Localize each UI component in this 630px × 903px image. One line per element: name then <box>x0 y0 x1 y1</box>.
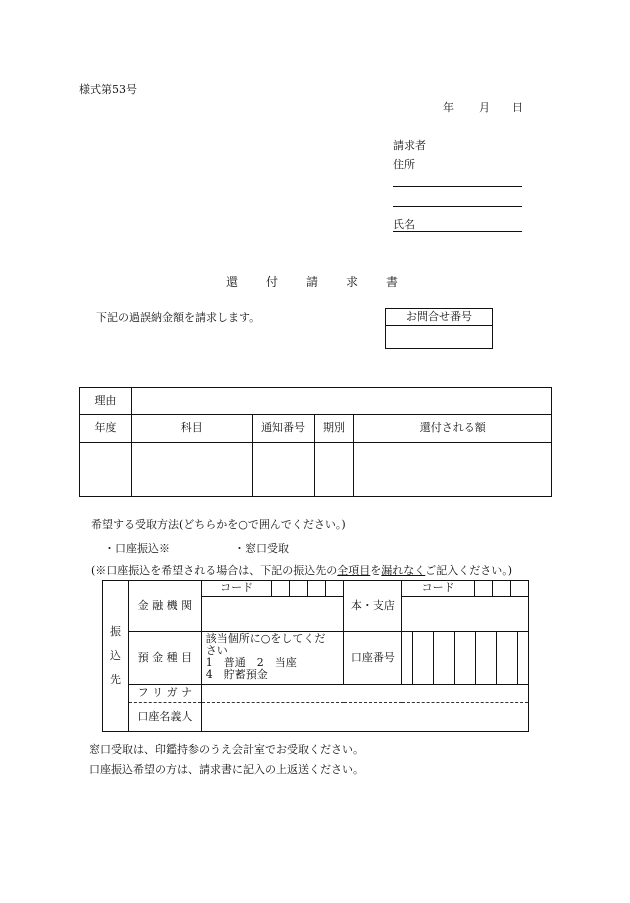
account-number-cell[interactable] <box>402 632 529 685</box>
account-holder-field[interactable] <box>201 703 528 732</box>
branch-name-field[interactable] <box>402 596 528 631</box>
header-notice-number: 通知番号 <box>252 415 314 443</box>
title-char: 還 <box>226 275 239 289</box>
bank-name-label: 金 融 機 関 <box>128 581 201 632</box>
option-account-transfer[interactable]: ・口座振込※ <box>104 542 170 555</box>
form-number: 様式第53号 <box>79 83 137 96</box>
date-day-label: 日 <box>512 101 523 114</box>
branch-code-digit[interactable] <box>493 581 511 596</box>
bank-code-digit[interactable] <box>272 581 290 596</box>
bank-code-digit[interactable] <box>326 581 344 596</box>
address-line-2[interactable] <box>393 206 522 207</box>
header-period: 期別 <box>314 415 354 443</box>
reason-field[interactable] <box>131 388 551 415</box>
deposit-options[interactable]: 4 貯蓄預金 <box>205 668 268 681</box>
branch-code-grid <box>402 581 528 631</box>
transfer-note <box>91 565 512 576</box>
account-number-label: 口座番号 <box>344 632 402 685</box>
inquiry-number-box <box>385 308 493 349</box>
transfer-note-part: を <box>370 564 382 577</box>
branch-cell[interactable] <box>402 581 529 632</box>
date-year-label: 年 <box>443 101 454 114</box>
inquiry-number-field[interactable] <box>386 326 493 349</box>
header-subject: 科目 <box>131 415 252 443</box>
branch-label: 本・支店 <box>344 581 402 632</box>
account-digit[interactable] <box>476 632 497 684</box>
account-digit[interactable] <box>434 632 455 684</box>
reason-label: 理由 <box>80 388 132 415</box>
bank-name-field[interactable] <box>202 596 344 631</box>
notice-number-field[interactable] <box>252 443 314 497</box>
header-fiscal-year: 年度 <box>80 415 132 443</box>
name-label: 氏名 <box>393 218 415 231</box>
title-char: 書 <box>386 275 399 289</box>
title-char: 請 <box>306 275 319 289</box>
footer-note-1: 窓口受取は、印鑑持参のうえ会計室でお受取ください。 <box>89 743 364 756</box>
bank-code-grid <box>202 581 344 631</box>
transfer-note-underline: 漏れなく <box>381 564 426 577</box>
refund-amount-field[interactable] <box>354 443 552 497</box>
intro-text: 下記の過誤納金額を請求します。 <box>96 311 261 324</box>
side-label-char: 込 <box>109 649 121 662</box>
bank-code-digit[interactable] <box>308 581 326 596</box>
transfer-note-part: (※口座振込を希望される場合は、下記の振込先の <box>91 564 338 577</box>
date-month-label: 月 <box>479 101 490 114</box>
account-digit[interactable] <box>455 632 476 684</box>
account-digit[interactable] <box>402 632 412 684</box>
branch-code-digit[interactable] <box>511 581 529 596</box>
address-label: 住所 <box>393 158 415 171</box>
branch-code-digit[interactable] <box>475 581 493 596</box>
title-char: 求 <box>346 275 359 289</box>
bank-name-cell[interactable] <box>201 581 344 632</box>
account-digit[interactable] <box>497 632 518 684</box>
deposit-type-cell[interactable] <box>201 632 344 685</box>
deposit-options[interactable]: 1 普通 2 当座 <box>205 656 297 669</box>
branch-code-label: コード <box>402 581 474 596</box>
method-prompt: 希望する受取方法(どちらかを○で囲んでください。) <box>91 518 346 531</box>
requester-label: 請求者 <box>393 139 426 152</box>
side-label-char: 先 <box>109 673 121 686</box>
bank-code-digit[interactable] <box>290 581 308 596</box>
refund-table <box>79 387 552 497</box>
inquiry-number-label: お問合せ番号 <box>386 309 493 326</box>
deposit-instruction: 該当個所に○をしてくだ <box>205 632 326 645</box>
transfer-destination-label <box>103 581 129 732</box>
footer-note-2: 口座振込希望の方は、請求書に記入の上返送ください。 <box>89 763 364 776</box>
bank-code-label: コード <box>202 581 272 596</box>
transfer-note-underline: 全項目 <box>337 564 371 577</box>
fiscal-year-field[interactable] <box>80 443 132 497</box>
option-counter-pickup[interactable]: ・窓口受取 <box>234 542 289 555</box>
deposit-instruction: さい <box>205 644 228 657</box>
side-label-char: 振 <box>109 625 121 638</box>
title-char: 付 <box>266 275 279 289</box>
transfer-note-part: ご記入ください。) <box>425 564 513 577</box>
account-holder-label: 口座名義人 <box>128 703 201 732</box>
address-line-1[interactable] <box>393 186 522 187</box>
bank-transfer-table <box>102 580 529 732</box>
account-digit[interactable] <box>413 632 434 684</box>
header-refund-amount: 還付される額 <box>354 415 552 443</box>
subject-field[interactable] <box>131 443 252 497</box>
furigana-field[interactable] <box>201 685 528 703</box>
period-field[interactable] <box>314 443 354 497</box>
account-number-grid <box>402 632 528 684</box>
account-digit[interactable] <box>517 632 528 684</box>
name-line[interactable] <box>393 231 522 232</box>
furigana-label: フ リ ガ ナ <box>128 685 201 703</box>
deposit-type-label: 預 金 種 目 <box>128 632 201 685</box>
